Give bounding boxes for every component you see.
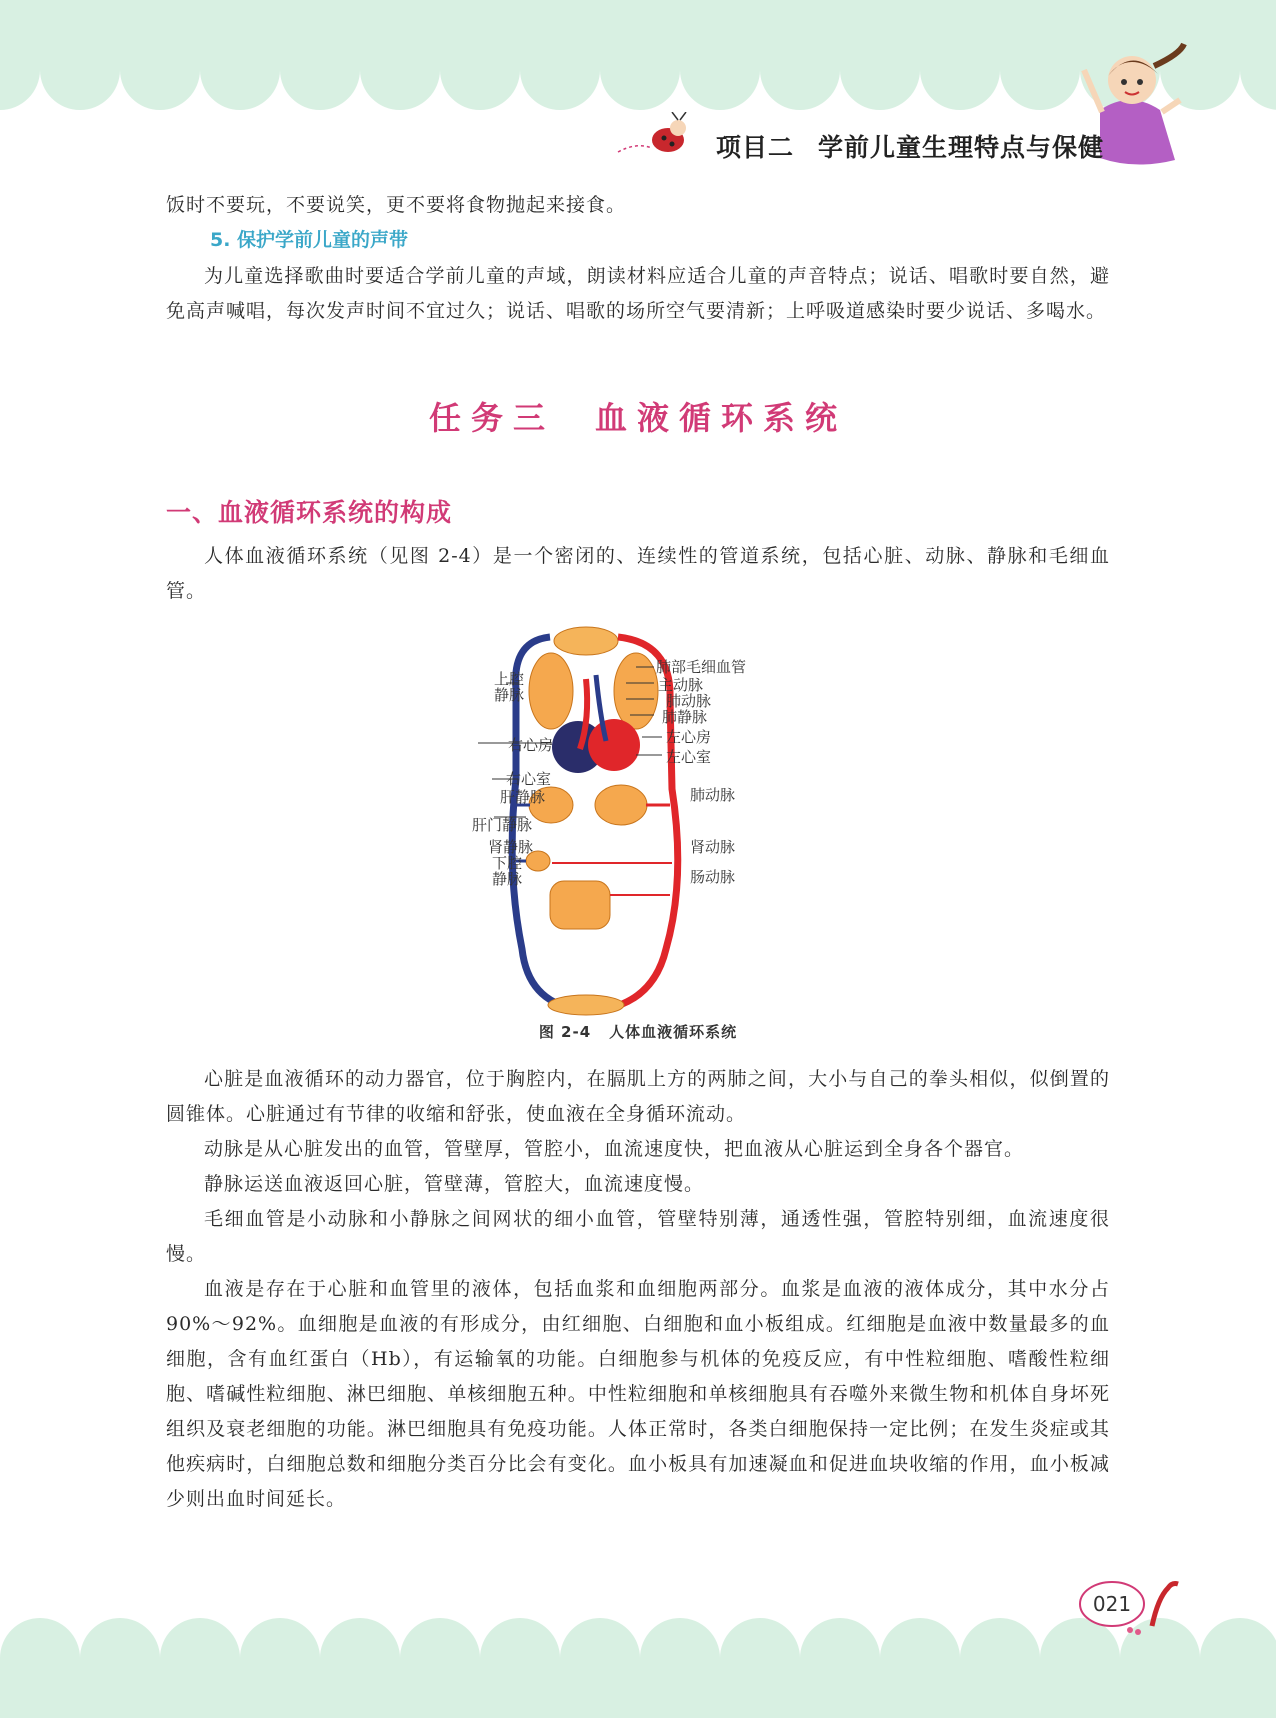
label-lung-capillaries: 肺部毛细血管 [656,658,747,676]
intro-paragraph: 人体血液循环系统（见图 2-4）是一个密闭的、连续性的管道系统，包括心脏、动脉、静脉和毛细血管。 [166,545,1110,602]
blood-paragraph: 血液是存在于心脏和血管里的液体，包括血浆和血细胞两部分。血浆是血液的液体成分，其中水分占 90%～92%。血细胞是血液的有形成分，由红细胞、白细胞和血小板组成。红细胞是血液中数量最多的血细胞，含有血红蛋白（Hb），有运输氧的功能。白细胞参与机体的免疫反应，有中性粒细胞、嗜酸性粒细胞、嗜碱性粒细胞、淋巴细胞、单核细胞五种。中性粒细胞和单核细胞具有吞噬外来微生物和机体自身坏死组织及衰老细胞的功能。淋巴细胞具有免疫功能。人体正常时，各类白细胞保持一定比例；在发生炎症或其他疾病时，白细胞总数和细胞分类百分比会有变化。血小板具有加速凝血和促进血块收缩的作用，血小板减少则出血时间延长。 [166,1278,1110,1510]
label-superior-vena-cava-2: 静脉 [494,686,525,704]
label-inferior-vena-cava-1: 下腔 [492,854,523,872]
label-pulmonary-artery: 肺动脉 [666,692,712,710]
vein-paragraph: 静脉运送血液返回心脏，管壁薄，管腔大，血流速度慢。 [204,1173,705,1195]
task-title [166,393,1110,453]
page-body [166,188,1110,1517]
label-aorta: 主动脉 [658,676,704,694]
task-name: 血液循环系统 [595,399,848,437]
section-heading: 一、血液循环系统的构成 [166,498,453,527]
artery-paragraph: 动脉是从心脏发出的血管，管壁厚，管腔小，血流速度快，把血液从心脏运到全身各个器官。 [204,1138,1025,1160]
label-renal-artery: 肾动脉 [690,838,736,856]
label-pulmonary-vein: 肺静脉 [662,708,708,726]
label-pulmonary-artery-lower: 肺动脉 [690,786,736,804]
ladybug-icon [616,112,696,162]
figure-caption [166,1021,1110,1042]
continuation-paragraph: 饭时不要玩，不要说笑，更不要将食物抛起来接食。 [166,194,627,216]
header-title-text: 学前儿童生理特点与保健 [818,133,1105,162]
subsection-paragraph: 为儿童选择歌曲时要适合学前儿童的声域，朗读材料应适合儿童的声音特点；说话、唱歌时要自然，避免高声喊唱，每次发声时间不宜过久；说话、唱歌的场所空气要清新；上呼吸道感染时要少说话、多喝水。 [166,265,1110,322]
circulation-diagram [166,619,1110,1021]
label-intestinal-artery: 肠动脉 [690,868,736,886]
caption-number: 图 2-4 [538,1023,592,1041]
circulation-figure [166,619,1110,1021]
heart-paragraph: 心脏是血液循环的动力器官，位于胸腔内，在膈肌上方的两肺之间，大小与自己的拳头相似，似倒置的圆锥体。心脏通过有节律的收缩和舒张，使血液在全身循环流动。 [166,1068,1110,1125]
label-hepatic-portal-vein: 肝门静脉 [472,816,533,834]
running-header [716,128,1104,164]
subsection-heading: 5. 保护学前儿童的声带 [210,229,409,251]
label-inferior-vena-cava-2: 静脉 [492,870,523,888]
header-project: 项目二 [716,133,795,162]
page-number: 021 [1092,1592,1132,1616]
label-left-ventricle: 左心室 [666,748,712,766]
capillary-paragraph: 毛细血管是小动脉和小静脉之间网状的细小血管，管壁特别薄，通透性强，管腔特别细，血流速度很慢。 [166,1208,1110,1265]
label-right-ventricle: 右心室 [506,770,552,788]
label-right-atrium: 右心房 [508,736,554,754]
label-renal-vein: 肾静脉 [488,838,534,856]
label-superior-vena-cava-1: 上腔 [494,670,525,688]
caption-title: 人体血液循环系统 [609,1023,738,1041]
label-left-atrium: 左心房 [666,728,712,746]
label-hepatic-vein: 肝静脉 [500,788,546,806]
task-number: 任务三 [428,399,555,437]
